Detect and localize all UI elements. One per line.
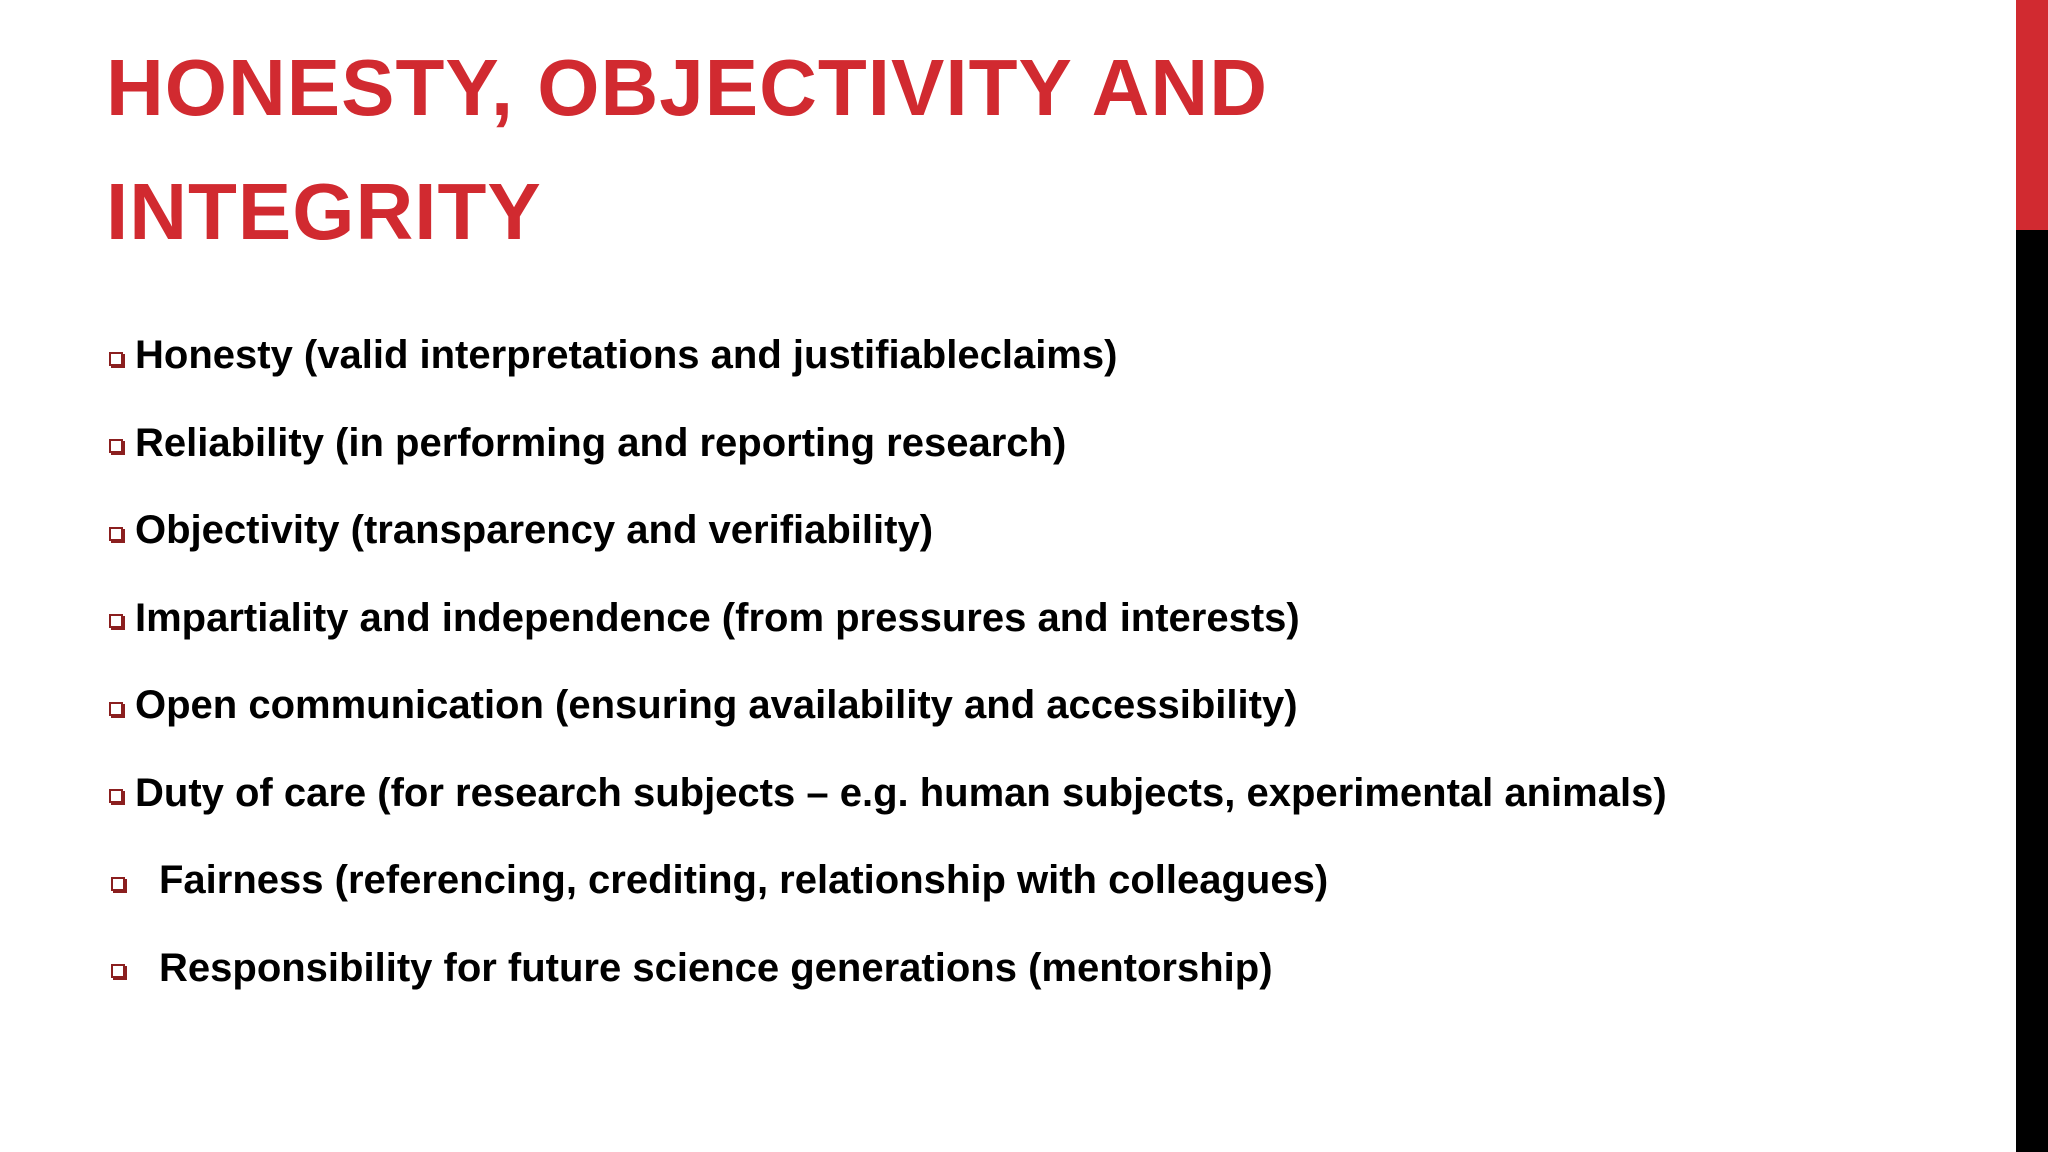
square-bullet-icon xyxy=(111,964,125,978)
bullet-item-impartiality xyxy=(106,575,1986,663)
slide-title-line-1: HONESTY, OBJECTIVITY AND xyxy=(106,43,1268,132)
bullet-item-fairness xyxy=(106,837,1986,925)
bullet-item-duty-of-care xyxy=(106,750,1986,838)
square-bullet-icon xyxy=(109,614,123,628)
bullet-text: Open communication (ensuring availability and accessibility) xyxy=(135,683,1298,728)
bullet-list xyxy=(106,312,1986,1012)
bullet-text: Responsibility for future science generations (mentorship) xyxy=(159,945,1273,990)
bullet-item-responsibility xyxy=(106,925,1986,1013)
slide-title-line-2: INTEGRITY xyxy=(106,167,542,256)
bullet-text: Reliability (in performing and reporting research) xyxy=(135,420,1067,465)
bullet-item-objectivity xyxy=(106,487,1986,575)
bullet-item-open-communication xyxy=(106,662,1986,750)
bullet-text: Impartiality and independence (from pressures and interests) xyxy=(135,595,1300,640)
square-bullet-icon xyxy=(109,789,123,803)
square-bullet-icon xyxy=(109,702,123,716)
bullet-text: Fairness (referencing, crediting, relationship with colleagues) xyxy=(159,858,1329,903)
bullet-item-honesty xyxy=(106,312,1986,400)
square-bullet-icon xyxy=(109,439,123,453)
accent-bar-red xyxy=(2016,0,2048,230)
bullet-text: Objectivity (transparency and verifiability) xyxy=(135,508,934,553)
square-bullet-icon xyxy=(111,877,125,891)
square-bullet-icon xyxy=(109,527,123,541)
bullet-text: Honesty (valid interpretations and justifiableclaims) xyxy=(135,333,1118,378)
slide-title xyxy=(106,26,1906,274)
accent-bar-black xyxy=(2016,230,2048,1152)
square-bullet-icon xyxy=(109,352,123,366)
bullet-item-reliability xyxy=(106,400,1986,488)
bullet-text: Duty of care (for research subjects – e.g. human subjects, experimental animals) xyxy=(135,770,1667,815)
